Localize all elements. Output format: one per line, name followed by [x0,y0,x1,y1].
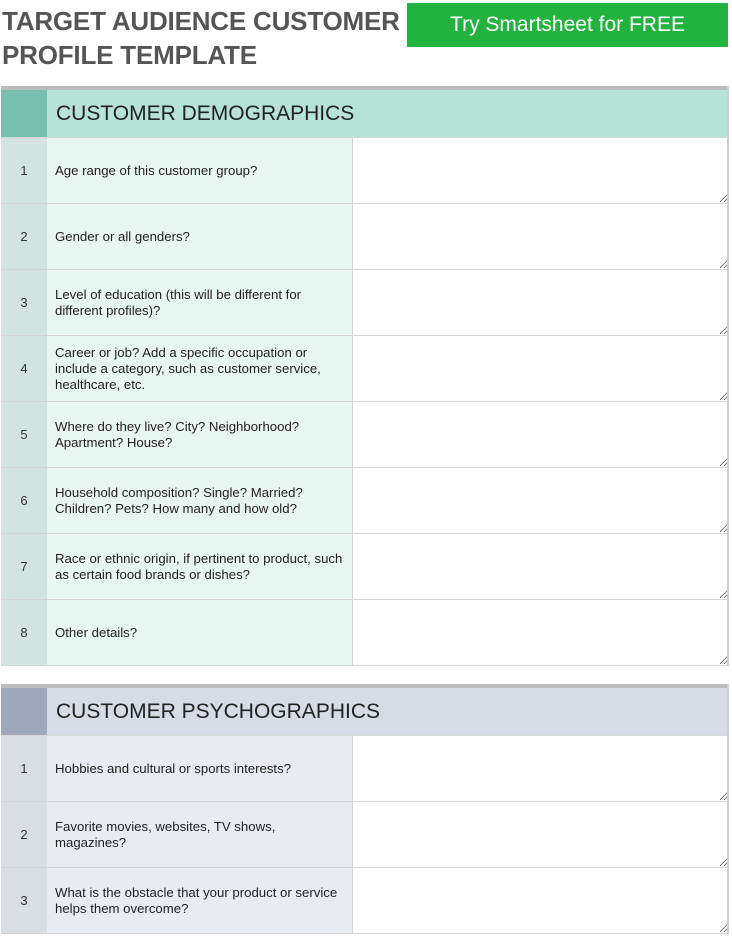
answer-field[interactable] [353,868,728,933]
answer-field[interactable] [353,204,728,269]
row-number: 3 [1,270,47,335]
table-row [1,138,729,204]
row-number: 4 [1,336,47,401]
demographics-header [1,90,729,138]
question-cell [47,468,353,533]
try-smartsheet-button[interactable]: Try Smartsheet for FREE [407,3,728,47]
answer-field[interactable] [353,138,728,203]
psychographics-section [1,684,729,934]
psychographics-heading: CUSTOMER PSYCHOGRAPHICS [56,700,380,723]
question-cell [47,138,353,203]
demographics-section [1,86,729,666]
table-row [1,270,729,336]
answer-field[interactable] [353,802,728,867]
row-number: 8 [1,600,47,665]
question-cell [47,270,353,335]
question-cell [47,802,353,867]
answer-field[interactable] [353,270,728,335]
question-text: Favorite movies, websites, TV shows, magazines? [55,818,276,850]
page-title-line-1: TARGET AUDIENCE CUSTOMER [2,6,400,36]
table-row [1,868,729,934]
page-title-line-2: PROFILE TEMPLATE [2,40,257,70]
row-number: 1 [1,736,47,801]
question-text: Household composition? Single? Married? Children? Pets? How many and how old? [55,484,303,516]
row-number: 6 [1,468,47,533]
question-cell [47,204,353,269]
row-number: 1 [1,138,47,203]
header-number-cell [1,688,47,735]
question-text: Race or ethnic origin, if pertinent to product, such as certain food brands or dishes? [55,550,343,582]
page-title [2,4,402,72]
demographics-heading: CUSTOMER DEMOGRAPHICS [56,102,355,125]
table-row [1,402,729,468]
table-row [1,336,729,402]
question-text: What is the obstacle that your product or service helps them overcome? [55,884,338,916]
question-cell [47,736,353,801]
answer-field[interactable] [353,600,728,665]
question-cell [47,336,353,401]
header-number-cell [1,90,47,137]
psychographics-header [1,688,729,736]
table-right-border [727,684,729,934]
answer-field[interactable] [353,534,728,599]
answer-field[interactable] [353,736,728,801]
question-text: Gender or all genders? [55,228,190,244]
table-row [1,204,729,270]
row-number: 2 [1,802,47,867]
question-text: Where do they live? City? Neighborhood? Apartment? House? [55,418,300,450]
table-row [1,468,729,534]
psychographics-rows [1,736,729,934]
question-cell [47,868,353,933]
row-number: 2 [1,204,47,269]
question-text: Age range of this customer group? [55,162,258,178]
answer-field[interactable] [353,402,728,467]
demographics-rows [1,138,729,666]
question-cell [47,600,353,665]
question-text: Level of education (this will be different for different profiles)? [55,286,302,318]
table-row [1,600,729,666]
question-cell [47,402,353,467]
table-row [1,534,729,600]
row-number: 5 [1,402,47,467]
table-row [1,736,729,802]
question-cell [47,534,353,599]
answer-field[interactable] [353,468,728,533]
table-row [1,802,729,868]
question-text: Career or job? Add a specific occupation or include a category, such as customer service, healthcare, etc. [55,344,321,392]
table-right-border [727,86,729,666]
question-text: Hobbies and cultural or sports interests? [55,760,292,776]
row-number: 7 [1,534,47,599]
answer-field[interactable] [353,336,728,401]
row-number: 3 [1,868,47,933]
question-text: Other details? [55,624,138,640]
